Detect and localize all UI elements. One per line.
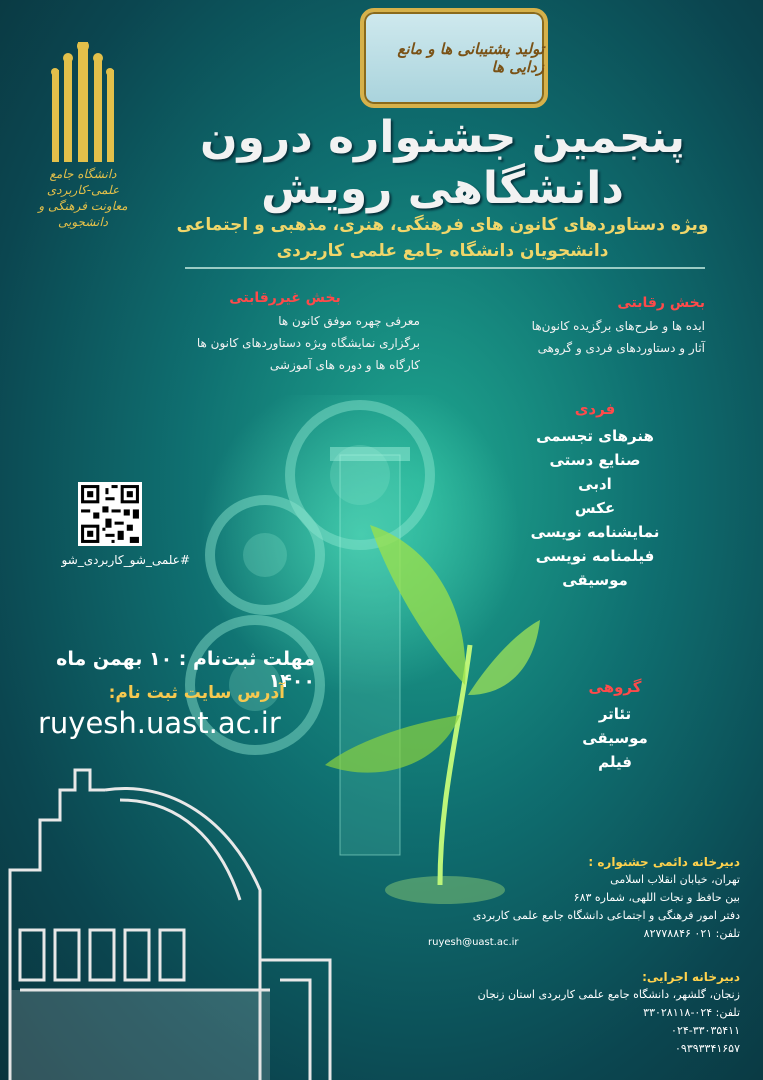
category-item: نمایشنامه نویسی: [530, 523, 660, 541]
competitive-item: ایده ها و طرح‌های برگزیده کانون‌ها: [531, 319, 705, 333]
address-line: بین حافظ و نجات اللهی، شماره ۶۸۳: [573, 891, 740, 904]
address-line: زنجان، گلشهر، دانشگاه جامع علمی کاربردی استان زنجان: [477, 988, 740, 1001]
logo-line-3: معاونت فرهنگی و دانشجویی: [38, 199, 128, 229]
category-item: عکس: [574, 499, 616, 517]
address-line: تهران، خیابان انقلاب اسلامی: [610, 873, 740, 886]
registration-deadline: مهلت ثبت‌نام : ۱۰ بهمن ماه ۱۴۰۰: [56, 648, 315, 692]
noncompetitive-item: معرفی چهره موفق کانون ها: [278, 314, 420, 328]
noncompetitive-title: بخش غیررقابتی: [229, 290, 341, 306]
executive-secretariat-title: دبیرخانه اجرایی:: [642, 970, 740, 984]
registration-site-link[interactable]: ruyesh.uast.ac.ir: [38, 706, 281, 740]
category-item: فیلم: [598, 753, 632, 771]
subtitle-line-1: ویژه دستاوردهای کانون های فرهنگی، هنری، مذهبی و اجتماعی: [176, 215, 709, 235]
top-banner: [360, 8, 548, 108]
noncompetitive-item: کارگاه ها و دوره های آموزشی: [269, 358, 420, 372]
category-item: صنایع دستی: [549, 451, 641, 469]
permanent-secretariat: [420, 853, 740, 943]
individual-title: فردی: [574, 400, 616, 418]
competitive-item: آثار و دستاوردهای فردی و گروهی: [537, 341, 705, 355]
noncompetitive-item: برگزاری نمایشگاه ویژه دستاوردهای کانون ها: [196, 336, 420, 350]
phone-line: ۰۲۴-۳۳۰۳۵۴۱۱: [671, 1024, 740, 1037]
address-line: دفتر امور فرهنگی و اجتماعی دانشگاه جامع علمی کاربردی: [472, 909, 740, 922]
divider: [185, 267, 705, 269]
category-item: هنرهای تجسمی: [536, 427, 654, 445]
banner-text: تولید پشتیبانی ها و مانع زدایی ها: [397, 40, 544, 76]
festival-title: پنجمین جشنواره درون دانشگاهی رویش: [199, 112, 686, 214]
competitive-section: [455, 295, 705, 359]
university-logo: [28, 42, 138, 252]
site-label: آدرس سایت ثبت نام:: [108, 683, 285, 703]
phone-line: تلفن: ۰۲۴-۳۳۰۲۸۱۱۸: [643, 1006, 740, 1019]
hashtag: #علمی_شو_کاربردی_شو: [61, 553, 190, 567]
subtitle-line-2: دانشجویان دانشگاه جامع علمی کاربردی: [276, 241, 609, 261]
noncompetitive-section: [150, 290, 420, 376]
category-item: موسیقی: [562, 571, 628, 589]
phone-line: ۰۹۳۹۳۳۴۱۶۵۷: [675, 1042, 740, 1055]
festival-subtitle: [150, 212, 735, 264]
qr-code-icon[interactable]: [78, 482, 142, 546]
contact-email[interactable]: ruyesh@uast.ac.ir: [428, 937, 519, 948]
category-item: موسیقی: [582, 729, 648, 747]
logo-line-2: علمی-کاربردی: [46, 183, 120, 197]
logo-line-1: دانشگاه جامع: [49, 167, 117, 181]
permanent-secretariat-title: دبیرخانه دائمی جشنواره :: [588, 855, 740, 869]
group-title: گروهی: [588, 678, 642, 696]
phone-line: تلفن: ۰۲۱ ۸۲۷۷۸۸۴۶: [643, 927, 740, 940]
building-illustration: [0, 760, 360, 1080]
individual-categories: [520, 400, 670, 592]
category-item: فیلمنامه نویسی: [535, 547, 655, 565]
university-emblem-icon: [48, 42, 118, 162]
executive-secretariat: [420, 968, 740, 1058]
category-item: تئاتر: [598, 705, 632, 723]
competitive-title: بخش رقابتی: [617, 295, 705, 311]
group-categories: [560, 678, 670, 774]
category-item: ادبی: [578, 475, 612, 493]
